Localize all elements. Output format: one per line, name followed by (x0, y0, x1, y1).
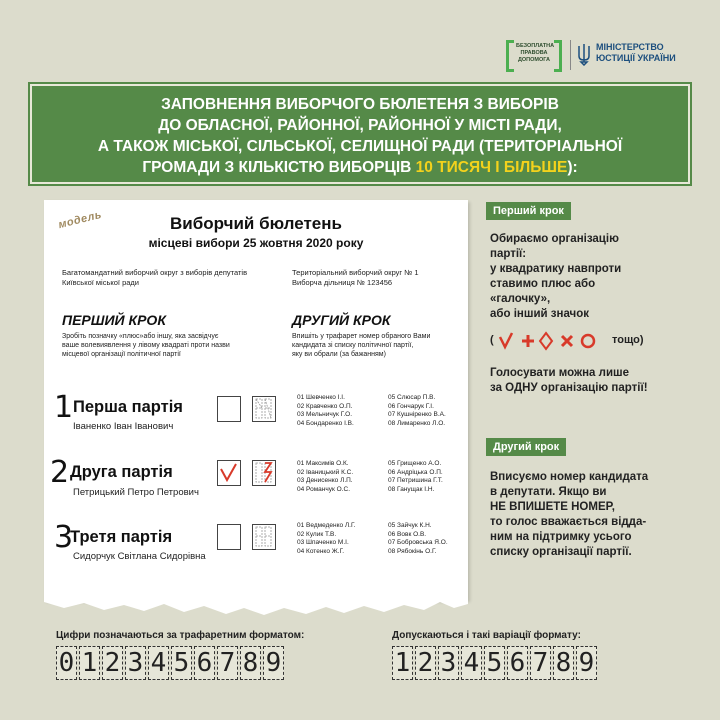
step2-instructions: Вписуємо номер кандидата в депутати. Якщо ви НЕ ВПИШЕТЕ НОМЕР, то голос вважається відда- ним на підтримку усього списку організації партії. (490, 471, 649, 558)
district-left: Багатомандатний виборчий округ з виборів депутатів Київської міської ради (62, 268, 248, 287)
stencil-digit: 6 (194, 646, 215, 680)
stencil-digit: 3 (125, 646, 146, 680)
logo-divider (570, 40, 571, 70)
stencil-digit: 8 (553, 646, 574, 680)
step2-tag: Другий крок (486, 438, 566, 456)
stencil-digit: 8 (240, 646, 261, 680)
party-name: Третя партія (70, 528, 173, 546)
party-checkbox[interactable] (217, 396, 241, 422)
party-leader: Сидорчук Світлана Сидорівна (73, 551, 206, 562)
stencil-digit: 9 (263, 646, 284, 680)
ballot-step2-title: ДРУГИЙ КРОК (292, 312, 391, 328)
candidate-number-box-filled[interactable] (252, 460, 276, 486)
candidate-number-box[interactable] (252, 396, 276, 422)
party-leader: Іваненко Іван Іванович (73, 421, 174, 432)
party-checkbox-checked[interactable] (217, 460, 241, 486)
candidate-list-right: 05 Слюсар П.В. 06 Гончарук Г.І. 07 Кушніренко В.А. 08 Лимаренко Л.О. (388, 394, 446, 427)
candidate-list-right: 05 Зайчук К.Н. 06 Вовк О.В. 07 Бобровська Я.О. 08 Рябокінь О.Г. (388, 522, 448, 555)
stencil-digit: 5 (484, 646, 505, 680)
checkmark-icon (218, 461, 239, 484)
party-name: Перша партія (73, 398, 183, 416)
ballot-step1-title: ПЕРШИЙ КРОК (62, 312, 166, 328)
banner-highlight: 10 ТИСЯЧ І БІЛЬШЕ (415, 159, 568, 176)
variant-digits (392, 646, 597, 680)
stencil-digit: 1 (392, 646, 413, 680)
candidate-list-right: 05 Грищенко А.О. 06 Андріцька О.П. 07 Петришина Г.Т. 08 Ганущак І.Н. (388, 460, 443, 493)
ministry-logo-text: МІНІСТЕРСТВО ЮСТИЦІЇ УКРАЇНИ (596, 42, 676, 63)
stencil-digit: 5 (171, 646, 192, 680)
check-mark-icon (500, 333, 512, 347)
step1-instructions: Обираємо організацію партії: у квадратику навпроти ставимо плюс або «галочку», або інший значок (490, 233, 622, 320)
stencil-digit: 4 (148, 646, 169, 680)
stencil-digit: 2 (415, 646, 436, 680)
stencil-digit: 7 (217, 646, 238, 680)
ballot-step2-desc: Впишіть у трафарет номер обраного Вами кандидата зі списку політичної партії, яку ви обрали (за бажанням) (292, 333, 431, 358)
trident-icon (576, 42, 592, 66)
district-right: Територіальний виборчий округ № 1 Виборча дільниця № 123456 (292, 268, 419, 287)
party-number: 1 (54, 390, 74, 425)
stencil-digits (56, 646, 284, 680)
candidate-number-box[interactable] (252, 524, 276, 550)
banner-heading: ЗАПОВНЕННЯ ВИБОРЧОГО БЮЛЕТЕНЯ З ВИБОРІВ ДО ОБЛАСНОЇ, РАЙОННОЇ, РАЙОННОЇ У МІСТІ РАДИ, А ТАКОЖ МІСЬКОЇ, СІЛЬСЬКОЇ, СЕЛИЩНОЇ РАДИ (ТЕРИТОРІАЛЬНОЇ ГРОМАДИ З КІЛЬКІСТЮ ВИБОРЦІВ 10 ТИСЯЧ І БІЛЬШЕ): (97, 96, 623, 176)
variant-format-label: Допускаються і такі варіації формату: (392, 630, 581, 641)
vote-once-warning: Голосувати можна лише за ОДНУ організацію партії! (490, 367, 648, 394)
stencil-digit: 7 (530, 646, 551, 680)
party-number: 2 (50, 455, 70, 490)
stencil-digit: 4 (461, 646, 482, 680)
stencil-digit: 2 (102, 646, 123, 680)
circle-icon (582, 335, 594, 347)
free-legal-aid-logo: БЕЗОПЛАТНА ПРАВОВА ДОПОМОГА (506, 38, 562, 76)
ballot-step1-desc: Зробіть позначку «плюс»або іншу, яка засвідчує ваше волевиявлення у лівому квадраті проти назви місцевої організації політичної партії (62, 333, 230, 358)
candidate-list-left: 01 Максимів О.К. 02 Іваницький К.С. 03 Денисенко Л.П. 04 Романчук О.С. (297, 460, 354, 493)
infographic-page: БЕЗОПЛАТНА ПРАВОВА ДОПОМОГА МІНІСТЕРСТВО ЮСТИЦІЇ УКРАЇНИ ЗАПОВНЕННЯ ВИБОРЧОГО БЮЛЕТЕНЯ З ВИБОРІВ ДО ОБЛАСНОЇ, РАЙОННОЇ, РАЙОННОЇ У МІСТІ РАДИ, А ТАКОЖ МІСЬКОЇ, СІЛЬСЬКОЇ, СЕЛИЩНОЇ РАДИ (ТЕРИТОРІАЛЬНОЇ ГРОМАДИ З КІЛЬКІСТЮ ВИБОРЦІВ 10 ТИСЯЧ І БІЛЬШЕ): модель Виборчий бюлетень місцеві вибори 25 жовтня 2020 року Багатомандатний виборчий округ з виборів депутатів Київської міської ради Територіальний виборчий округ № 1 Виборча дільниця № 123456 ПЕРШИЙ КРОК Зробіть позначку «плюс»або іншу, яка засвідчує ваше волевиявлення у лівому квадраті проти назви місцевої організації політичної партії ДРУГИЙ КРОК Впишіть у трафарет номер обраного Вами кандидата зі списку політичної партії, яку ви обрали (за бажанням) 1 Перша партія Іваненко Іван Іванович 01 Шевченко І.І. 02 Кравченко О.П. 03 Мельничук Г.О. 04 Бондаренко І.В. 05 Слюсар П.В. 06 Гончарук Г.І. 07 Кушніренко В.А. 08 Лимаренко Л.О. 2 Друга партія Петрицький Петро Петрович 01 Максимів О.К. 02 Іваницький К.С. 03 Денисенко Л.П. 04 Романчук О.С. 05 Грищенко А.О. 06 Андріцька О.П. 07 Петришина Г.Т. 08 Ганущак І.Н. 3 Третя партія Сидорчук Світлана Сидорівна 01 Ведмеденко Л.Г. 02 Кулик Т.В. 03 Шпаченко М.І. 04 Котенко Ж.Г. 05 Зайчук К.Н. 06 Вовк О.В. 07 Бобровська Я.О. 08 Рябокінь О.Г. Перший крок Обираємо організацію партії: у квадратику навпроти ставимо плюс або «галочку», або інший значок ( тощо) Голосувати можна лише за ОДНУ організацію партії! Другий крок Вписуємо номер кандидата в депутати. Якщо ви НЕ ВПИШЕТЕ НОМЕР, то голос вважається відда- ним на підтримку усього списку організації партії. Цифри позначаються за трафаретним форматом: Допускаються і такі варіації формату: 0 1 2 3 4 5 6 7 8 9 1 2 3 4 5 6 7 8 9 (0, 0, 720, 720)
candidate-list-left: 01 Ведмеденко Л.Г. 02 Кулик Т.В. 03 Шпаченко М.І. 04 Котенко Ж.Г. (297, 522, 356, 555)
ballot-subtitle: місцеві вибори 25 жовтня 2020 року (148, 236, 364, 250)
ballot-title: Виборчий бюлетень (170, 214, 342, 233)
stencil-digit: 9 (576, 646, 597, 680)
stencil-digit: 1 (79, 646, 100, 680)
diamond-icon (540, 333, 552, 349)
plus-icon (522, 335, 534, 347)
model-watermark: модель (57, 208, 104, 232)
candidate-list-left: 01 Шевченко І.І. 02 Кравченко О.П. 03 Мельничук Г.О. 04 Бондаренко І.В. (297, 394, 354, 427)
torn-edge (44, 596, 474, 618)
party-name: Друга партія (70, 463, 173, 481)
stencil-digit: 0 (56, 646, 77, 680)
stencil-digit: 3 (438, 646, 459, 680)
stencil-digit: 6 (507, 646, 528, 680)
stencil-format-label: Цифри позначаються за трафаретним форматом: (56, 630, 305, 641)
party-checkbox[interactable] (217, 524, 241, 550)
party-leader: Петрицький Петро Петрович (73, 487, 199, 498)
cross-icon (562, 336, 572, 346)
party-number: 3 (54, 520, 74, 555)
title-banner (30, 84, 690, 184)
step1-tag: Перший крок (486, 202, 571, 220)
